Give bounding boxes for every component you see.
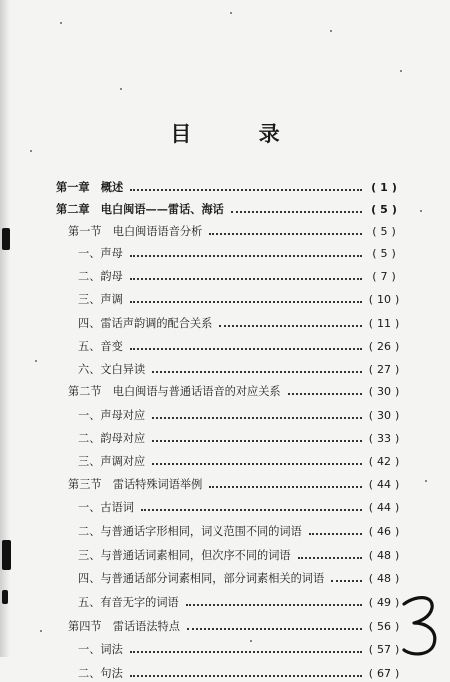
toc-entry-page: ( 5 ) xyxy=(366,203,402,216)
toc-entry-page: ( 27 ) xyxy=(366,363,402,376)
toc-entry-label: 一、古语词 xyxy=(78,501,134,514)
toc-entry-label: 二、与普通话字形相同，词义范围不同的词语 xyxy=(78,525,302,538)
toc-entry-label: 第四节 雷话语法特点 xyxy=(68,620,180,633)
scan-speck xyxy=(230,12,232,14)
scan-blot xyxy=(2,590,8,604)
toc-entry[interactable] xyxy=(56,200,402,218)
toc-entry-page: ( 48 ) xyxy=(366,549,402,562)
scan-speck xyxy=(30,150,32,152)
toc-entry[interactable] xyxy=(78,640,402,658)
scan-speck xyxy=(60,22,62,24)
toc-entry-label: 一、词法 xyxy=(78,643,123,656)
toc-entry-label: 第二节 电白闽语与普通话语音的对应关系 xyxy=(68,385,281,398)
toc-entry-page: ( 26 ) xyxy=(366,340,402,353)
scan-speck xyxy=(120,88,122,90)
toc-entry-page: ( 1 ) xyxy=(366,181,402,194)
toc-entry[interactable] xyxy=(78,546,402,564)
toc-entry-label: 四、雷话声韵调的配合关系 xyxy=(78,317,213,330)
toc-entry-page: ( 30 ) xyxy=(366,385,402,398)
toc-entry-page: ( 44 ) xyxy=(366,501,402,514)
toc-entry-label: 一、声母对应 xyxy=(78,409,146,422)
dot-leader xyxy=(186,604,362,606)
toc-title: 目 录 xyxy=(170,121,310,146)
toc-entry[interactable] xyxy=(78,522,402,540)
toc-entry-page: ( 48 ) xyxy=(366,572,402,585)
dot-leader xyxy=(141,509,362,511)
dot-leader xyxy=(130,651,362,653)
dot-leader xyxy=(130,278,362,280)
toc-entry-page: ( 44 ) xyxy=(366,478,402,491)
toc-entry-page: ( 30 ) xyxy=(366,409,402,422)
toc-entry[interactable] xyxy=(78,498,402,516)
dot-leader xyxy=(130,301,362,303)
toc-entry-label: 三、声调对应 xyxy=(78,455,146,468)
toc-entry[interactable] xyxy=(78,429,402,447)
scan-blot xyxy=(2,540,11,570)
toc-entry[interactable] xyxy=(78,406,402,424)
dot-leader xyxy=(187,628,362,630)
toc-entry[interactable] xyxy=(68,475,402,493)
scan-speck xyxy=(425,480,427,482)
dot-leader xyxy=(130,255,362,257)
toc-entry-page: ( 67 ) xyxy=(366,667,402,680)
scan-speck xyxy=(330,30,332,32)
toc-entry-label: 五、有音无字的词语 xyxy=(78,596,179,609)
toc-entry-page: ( 57 ) xyxy=(366,643,402,656)
toc-entry-label: 二、韵母对应 xyxy=(78,432,146,445)
toc-entry-label: 三、声调 xyxy=(78,293,123,306)
toc-entry[interactable] xyxy=(78,314,402,332)
scan-speck xyxy=(40,630,42,632)
handwritten-page-number xyxy=(392,590,450,660)
toc-entry-label: 二、句法 xyxy=(78,667,123,680)
toc-entry-page: ( 11 ) xyxy=(366,317,402,330)
dot-leader xyxy=(288,393,362,395)
toc-entry-page: ( 46 ) xyxy=(366,525,402,538)
toc-entry-label: 第三节 雷话特殊词语举例 xyxy=(68,478,203,491)
dot-leader xyxy=(219,325,362,327)
toc-entry-label: 第一章 概述 xyxy=(56,180,124,194)
toc-entry-label: 五、音变 xyxy=(78,340,123,353)
scan-speck xyxy=(420,210,422,212)
toc-entry-page: ( 42 ) xyxy=(366,455,402,468)
toc-entry-page: ( 5 ) xyxy=(366,247,402,260)
toc-entry[interactable] xyxy=(78,360,402,378)
toc-entry[interactable] xyxy=(78,244,402,262)
toc-entry[interactable] xyxy=(56,178,402,196)
toc-entry[interactable] xyxy=(78,290,402,308)
toc-entry-label: 第一节 电白闽语语音分析 xyxy=(68,225,203,238)
scan-blot xyxy=(2,228,10,250)
toc-entry[interactable] xyxy=(78,664,402,682)
toc-entry-label: 一、声母 xyxy=(78,247,123,260)
scan-speck xyxy=(400,70,402,72)
toc-entry-page: ( 56 ) xyxy=(366,620,402,633)
toc-entry[interactable] xyxy=(78,267,402,285)
toc-entry[interactable] xyxy=(78,593,402,611)
dot-leader xyxy=(152,417,362,419)
dot-leader xyxy=(130,675,362,677)
toc-entry-page: ( 33 ) xyxy=(366,432,402,445)
toc-entry-label: 第二章 电白闽语——雷话、海话 xyxy=(56,202,224,216)
dot-leader xyxy=(130,348,362,350)
dot-leader xyxy=(209,486,362,488)
dot-leader xyxy=(231,211,362,213)
dot-leader xyxy=(130,189,362,191)
toc-entry-page: ( 49 ) xyxy=(366,596,402,609)
dot-leader xyxy=(309,533,362,535)
toc-entry-label: 二、韵母 xyxy=(78,270,123,283)
toc-entry-page: ( 10 ) xyxy=(366,293,402,306)
dot-leader xyxy=(331,580,362,582)
dot-leader xyxy=(152,371,362,373)
toc-entry[interactable] xyxy=(68,382,402,400)
dot-leader xyxy=(209,233,362,235)
toc-entry-label: 四、与普通话部分词素相同，部分词素相关的词语 xyxy=(78,572,325,585)
toc-entry-label: 六、文白异读 xyxy=(78,363,146,376)
toc-entry[interactable] xyxy=(78,569,402,587)
toc-entry[interactable] xyxy=(78,337,402,355)
dot-leader xyxy=(298,557,362,559)
toc-entry-label: 三、与普通话词素相同，但次序不同的词语 xyxy=(78,549,291,562)
toc-entry[interactable] xyxy=(68,222,402,240)
toc-entry-page: ( 5 ) xyxy=(366,225,402,238)
toc-entry[interactable] xyxy=(68,617,402,635)
dot-leader xyxy=(152,463,362,465)
scan-speck xyxy=(35,360,37,362)
dot-leader xyxy=(152,440,362,442)
toc-entry-page: ( 7 ) xyxy=(366,270,402,283)
toc-entry[interactable] xyxy=(78,452,402,470)
